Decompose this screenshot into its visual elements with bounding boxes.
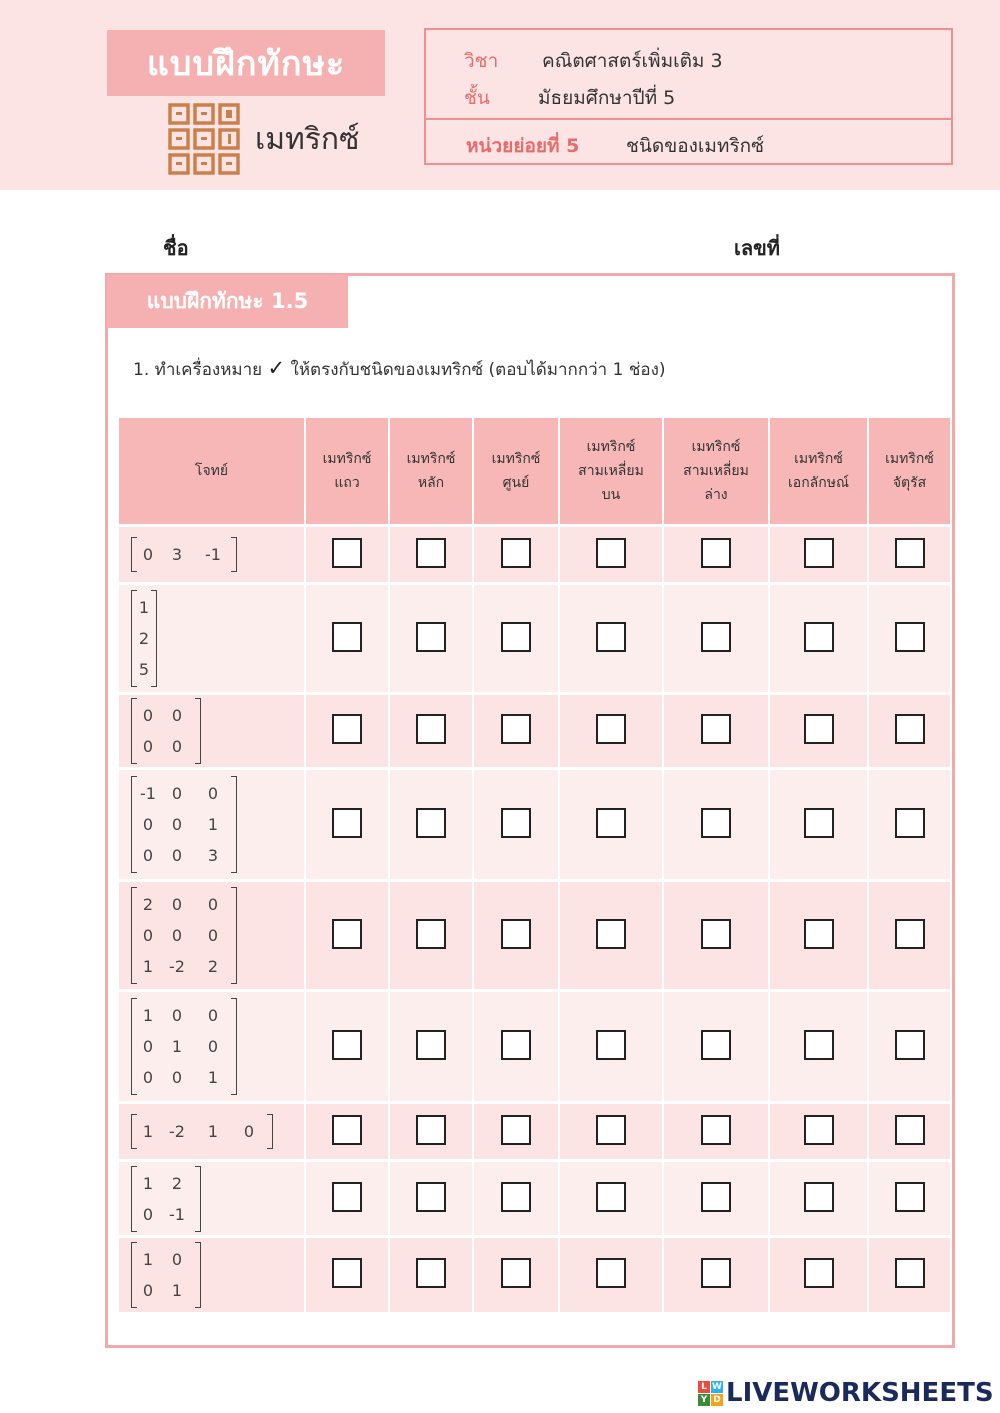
answer-checkbox[interactable] bbox=[501, 1115, 531, 1145]
topic-title: เมทริกซ์ bbox=[255, 122, 360, 157]
answer-cell bbox=[473, 881, 559, 991]
matrix-row bbox=[137, 840, 231, 871]
matrix-row bbox=[137, 654, 151, 685]
answer-cell bbox=[305, 584, 389, 694]
answer-checkbox[interactable] bbox=[332, 919, 362, 949]
answer-cell bbox=[663, 1237, 769, 1312]
table-header-row bbox=[119, 418, 950, 526]
answer-checkbox[interactable] bbox=[895, 1258, 925, 1288]
answer-cell bbox=[769, 584, 868, 694]
matrix-row bbox=[137, 539, 231, 570]
matrix-row bbox=[137, 1000, 231, 1031]
matrix-entry: 3 bbox=[171, 545, 183, 564]
header-line: เมทริกซ์ bbox=[406, 451, 456, 467]
header-line: โจทย์ bbox=[194, 463, 229, 479]
answer-checkbox[interactable] bbox=[895, 919, 925, 949]
matrix-entry: -1 bbox=[169, 1204, 185, 1224]
answer-checkbox[interactable] bbox=[804, 538, 834, 568]
answer-checkbox[interactable] bbox=[895, 1182, 925, 1212]
table-row bbox=[119, 584, 950, 694]
answer-cell bbox=[389, 991, 473, 1103]
footer-brand: LIVEWORKSHEETS bbox=[726, 1378, 994, 1408]
matrix-entry: 1 bbox=[142, 1006, 154, 1025]
answer-cell bbox=[473, 769, 559, 881]
matrix-entry: 0 bbox=[142, 846, 154, 865]
answer-cell bbox=[769, 1161, 868, 1237]
answer-checkbox[interactable] bbox=[332, 1258, 362, 1288]
matrix-entry: 1 bbox=[207, 815, 219, 834]
header-line: เมทริกซ์ bbox=[491, 451, 541, 467]
answer-checkbox[interactable] bbox=[596, 1115, 626, 1145]
answer-checkbox[interactable] bbox=[596, 538, 626, 568]
answer-cell bbox=[663, 769, 769, 881]
instruction-prefix: 1. ทำเครื่องหมาย bbox=[133, 360, 263, 380]
answer-checkbox[interactable] bbox=[416, 714, 446, 744]
answer-cell bbox=[389, 881, 473, 991]
answer-cell bbox=[663, 1161, 769, 1237]
header-problem bbox=[119, 418, 305, 526]
subject-value: คณิตศาสตร์เพิ่มเติม 3 bbox=[542, 50, 723, 72]
unit-label: หน่วยย่อยที่ 5 bbox=[466, 135, 580, 157]
matrix-entry: 0 bbox=[142, 815, 154, 834]
matrix-entry: 1 bbox=[142, 1122, 154, 1141]
answer-checkbox[interactable] bbox=[895, 808, 925, 838]
answer-cell bbox=[473, 1237, 559, 1312]
answer-cell bbox=[305, 1237, 389, 1312]
answer-cell bbox=[559, 1237, 663, 1312]
answer-checkbox[interactable] bbox=[701, 622, 731, 652]
answer-cell bbox=[559, 694, 663, 769]
answer-checkbox[interactable] bbox=[332, 714, 362, 744]
header-line: หลัก bbox=[417, 475, 445, 491]
answer-cell bbox=[305, 694, 389, 769]
answer-checkbox[interactable] bbox=[332, 1115, 362, 1145]
course-info-box bbox=[424, 28, 953, 165]
matrix-entry: 1 bbox=[171, 1280, 183, 1300]
answer-checkbox[interactable] bbox=[701, 1182, 731, 1212]
answer-cell bbox=[389, 1103, 473, 1161]
answer-cell bbox=[473, 584, 559, 694]
matrix-row bbox=[137, 1275, 195, 1306]
matrix-entry: 0 bbox=[171, 846, 183, 865]
table-row bbox=[119, 1161, 950, 1237]
answer-cell bbox=[868, 526, 950, 584]
matrix-row bbox=[137, 889, 231, 920]
matrix-entry: 2 bbox=[138, 629, 150, 648]
header-line: ล่าง bbox=[704, 487, 728, 503]
answer-cell bbox=[473, 1161, 559, 1237]
matrix-entry: 0 bbox=[142, 1068, 154, 1087]
answer-cell bbox=[305, 1161, 389, 1237]
answer-checkbox[interactable] bbox=[332, 622, 362, 652]
matrix-entry: 0 bbox=[207, 784, 219, 803]
grade-value: มัธยมศึกษาปีที่ 5 bbox=[538, 87, 676, 109]
table-row bbox=[119, 769, 950, 881]
matrix-entry: 1 bbox=[142, 1249, 154, 1269]
matrix bbox=[131, 537, 237, 572]
answer-cell bbox=[663, 694, 769, 769]
header-line: เมทริกซ์ bbox=[322, 451, 372, 467]
unit-value: ชนิดของเมทริกซ์ bbox=[626, 135, 765, 157]
answer-cell bbox=[868, 1103, 950, 1161]
answer-cell bbox=[868, 584, 950, 694]
matrix-row bbox=[137, 1031, 231, 1062]
matrix-entry: 0 bbox=[142, 1037, 154, 1056]
answer-checkbox[interactable] bbox=[501, 1030, 531, 1060]
worksheet-title: แบบฝึกทักษะ bbox=[107, 30, 385, 96]
table-row bbox=[119, 881, 950, 991]
header-line: แถว bbox=[334, 475, 360, 491]
matrix-entry: 0 bbox=[142, 706, 154, 725]
answer-cell bbox=[769, 694, 868, 769]
header-line: เมทริกซ์ bbox=[586, 439, 636, 455]
matrix bbox=[131, 887, 237, 984]
answer-cell bbox=[473, 694, 559, 769]
matrix-entry: -2 bbox=[169, 1122, 185, 1141]
problem-cell bbox=[119, 584, 305, 694]
section-title: แบบฝึกทักษะ 1.5 bbox=[107, 275, 348, 328]
header-line: เมทริกซ์ bbox=[691, 439, 741, 455]
answer-checkbox[interactable] bbox=[332, 1182, 362, 1212]
matrix-entry: 1 bbox=[138, 598, 150, 617]
badge-letter: L bbox=[698, 1381, 710, 1393]
answer-checkbox[interactable] bbox=[804, 1030, 834, 1060]
matrix bbox=[131, 1166, 201, 1232]
answer-cell bbox=[389, 584, 473, 694]
answer-checkbox[interactable] bbox=[501, 1182, 531, 1212]
header-type-5 bbox=[663, 418, 769, 526]
problem-cell bbox=[119, 694, 305, 769]
matrix-row bbox=[137, 700, 195, 731]
matrix-row bbox=[137, 731, 195, 762]
matrix-entry: 0 bbox=[171, 737, 183, 756]
header-type-3 bbox=[473, 418, 559, 526]
answer-checkbox[interactable] bbox=[895, 714, 925, 744]
answer-cell bbox=[473, 526, 559, 584]
table-row bbox=[119, 694, 950, 769]
answer-checkbox[interactable] bbox=[804, 919, 834, 949]
matrix-row bbox=[137, 809, 231, 840]
answer-checkbox[interactable] bbox=[701, 714, 731, 744]
matrix bbox=[131, 698, 201, 764]
answer-checkbox[interactable] bbox=[596, 808, 626, 838]
answer-cell bbox=[868, 1237, 950, 1312]
answer-checkbox[interactable] bbox=[501, 622, 531, 652]
matrix-entry: 0 bbox=[171, 1068, 183, 1087]
answer-cell bbox=[389, 769, 473, 881]
answer-checkbox[interactable] bbox=[701, 1030, 731, 1060]
matrix-entry: 3 bbox=[207, 846, 219, 865]
answer-checkbox[interactable] bbox=[804, 808, 834, 838]
matrix-entry: -1 bbox=[140, 784, 156, 803]
header-type-1 bbox=[305, 418, 389, 526]
answer-checkbox[interactable] bbox=[596, 1258, 626, 1288]
matrix bbox=[131, 1114, 273, 1149]
answer-checkbox[interactable] bbox=[596, 919, 626, 949]
answer-checkbox[interactable] bbox=[804, 1182, 834, 1212]
problem-cell bbox=[119, 881, 305, 991]
answer-checkbox[interactable] bbox=[501, 1258, 531, 1288]
header-line: สามเหลี่ยม bbox=[578, 463, 644, 479]
answer-cell bbox=[389, 1161, 473, 1237]
answer-checkbox[interactable] bbox=[332, 538, 362, 568]
answer-checkbox[interactable] bbox=[416, 808, 446, 838]
answer-cell bbox=[473, 991, 559, 1103]
matrix-row bbox=[137, 1168, 195, 1199]
check-mark-icon: ✓ bbox=[267, 356, 286, 380]
answer-cell bbox=[559, 1161, 663, 1237]
answer-cell bbox=[559, 881, 663, 991]
number-label: เลขที่ bbox=[734, 236, 780, 260]
matrix-entry: 0 bbox=[171, 926, 183, 945]
liveworksheets-logo bbox=[698, 1378, 994, 1408]
answer-cell bbox=[305, 769, 389, 881]
matrix-row bbox=[137, 623, 151, 654]
answer-checkbox[interactable] bbox=[416, 1115, 446, 1145]
matrix-entry: 2 bbox=[142, 895, 154, 914]
answer-cell bbox=[559, 1103, 663, 1161]
matrix-type-table bbox=[119, 418, 950, 1312]
matrix-entry: -1 bbox=[205, 545, 221, 564]
answer-cell bbox=[868, 769, 950, 881]
answer-cell bbox=[559, 526, 663, 584]
header-line: จัตุรัส bbox=[892, 475, 927, 491]
answer-cell bbox=[868, 991, 950, 1103]
answer-cell bbox=[559, 769, 663, 881]
problem-cell bbox=[119, 1103, 305, 1161]
answer-cell bbox=[769, 881, 868, 991]
answer-cell bbox=[663, 526, 769, 584]
problem-cell bbox=[119, 526, 305, 584]
header-line: สามเหลี่ยม bbox=[683, 463, 749, 479]
matrix-row bbox=[137, 592, 151, 623]
answer-checkbox[interactable] bbox=[596, 1030, 626, 1060]
matrix-entry: 0 bbox=[142, 1204, 154, 1224]
answer-checkbox[interactable] bbox=[895, 622, 925, 652]
answer-cell bbox=[559, 584, 663, 694]
instruction-suffix: ให้ตรงกับชนิดของเมทริกซ์ (ตอบได้มากกว่า 1 ช่อง) bbox=[290, 360, 666, 380]
matrix-entry: 0 bbox=[171, 784, 183, 803]
answer-checkbox[interactable] bbox=[701, 919, 731, 949]
answer-cell bbox=[769, 1103, 868, 1161]
answer-cell bbox=[559, 991, 663, 1103]
name-label: ชื่อ bbox=[163, 236, 189, 260]
answer-checkbox[interactable] bbox=[701, 1115, 731, 1145]
answer-cell bbox=[663, 1103, 769, 1161]
answer-checkbox[interactable] bbox=[501, 919, 531, 949]
matrix-entry: 0 bbox=[207, 895, 219, 914]
matrix-entry: 0 bbox=[142, 545, 154, 564]
matrix-entry: 0 bbox=[142, 737, 154, 756]
answer-checkbox[interactable] bbox=[416, 1182, 446, 1212]
matrix-entry: 0 bbox=[207, 926, 219, 945]
answer-checkbox[interactable] bbox=[895, 1115, 925, 1145]
info-divider bbox=[426, 118, 951, 120]
answer-cell bbox=[663, 584, 769, 694]
matrix-entry: 1 bbox=[142, 957, 154, 976]
table-row bbox=[119, 1103, 950, 1161]
answer-cell bbox=[769, 991, 868, 1103]
matrix-row bbox=[137, 1199, 195, 1230]
answer-cell bbox=[389, 694, 473, 769]
header-line: เอกลักษณ์ bbox=[788, 475, 849, 491]
answer-checkbox[interactable] bbox=[804, 1258, 834, 1288]
problem-cell bbox=[119, 991, 305, 1103]
matrix bbox=[131, 1242, 201, 1308]
matrix-entry: 2 bbox=[171, 1173, 183, 1193]
matrix-type-table-wrap bbox=[119, 418, 950, 1312]
matrix-entry: 0 bbox=[207, 1037, 219, 1056]
answer-cell bbox=[663, 881, 769, 991]
matrix-entry: 0 bbox=[142, 1280, 154, 1300]
answer-cell bbox=[473, 1103, 559, 1161]
answer-checkbox[interactable] bbox=[701, 538, 731, 568]
answer-checkbox[interactable] bbox=[596, 714, 626, 744]
matrix-entry: 0 bbox=[207, 1006, 219, 1025]
matrix-row bbox=[137, 951, 231, 982]
header-type-4 bbox=[559, 418, 663, 526]
matrix-entry: 5 bbox=[138, 660, 150, 679]
answer-cell bbox=[305, 526, 389, 584]
answer-checkbox[interactable] bbox=[416, 538, 446, 568]
answer-checkbox[interactable] bbox=[804, 622, 834, 652]
instruction bbox=[133, 356, 666, 383]
matrix-row bbox=[137, 1116, 267, 1147]
badge-letter: D bbox=[711, 1394, 723, 1406]
answer-cell bbox=[305, 991, 389, 1103]
matrix bbox=[131, 998, 237, 1095]
grade-label: ชั้น bbox=[464, 87, 490, 109]
matrix-entry: 0 bbox=[171, 815, 183, 834]
answer-cell bbox=[868, 694, 950, 769]
header-type-2 bbox=[389, 418, 473, 526]
header-line: เมทริกซ์ bbox=[794, 451, 843, 467]
header-type-6 bbox=[769, 418, 868, 526]
matrix bbox=[131, 590, 157, 687]
matrix-entry: 0 bbox=[171, 895, 183, 914]
header-line: เมทริกซ์ bbox=[885, 451, 934, 467]
matrix bbox=[131, 776, 237, 873]
answer-checkbox[interactable] bbox=[332, 1030, 362, 1060]
answer-cell bbox=[769, 769, 868, 881]
matrix-entry: 0 bbox=[142, 926, 154, 945]
answer-checkbox[interactable] bbox=[416, 919, 446, 949]
matrix-row bbox=[137, 920, 231, 951]
answer-checkbox[interactable] bbox=[804, 1115, 834, 1145]
answer-cell bbox=[305, 881, 389, 991]
problem-cell bbox=[119, 769, 305, 881]
matrix-entry: 1 bbox=[207, 1122, 219, 1141]
answer-checkbox[interactable] bbox=[501, 808, 531, 838]
answer-checkbox[interactable] bbox=[701, 1258, 731, 1288]
problem-cell bbox=[119, 1161, 305, 1237]
answer-checkbox[interactable] bbox=[895, 538, 925, 568]
matrix-entry: -2 bbox=[169, 957, 185, 976]
matrix-entry: 0 bbox=[171, 1249, 183, 1269]
answer-checkbox[interactable] bbox=[804, 714, 834, 744]
table-row bbox=[119, 991, 950, 1103]
answer-cell bbox=[663, 991, 769, 1103]
matrix-entry: 0 bbox=[243, 1122, 255, 1141]
matrix-entry: 1 bbox=[171, 1037, 183, 1056]
answer-checkbox[interactable] bbox=[701, 808, 731, 838]
matrix-row bbox=[137, 778, 231, 809]
liveworksheets-badge-icon bbox=[698, 1381, 723, 1406]
matrix-entry: 1 bbox=[207, 1068, 219, 1087]
matrix-row bbox=[137, 1244, 195, 1275]
answer-cell bbox=[769, 526, 868, 584]
answer-cell bbox=[305, 1103, 389, 1161]
answer-checkbox[interactable] bbox=[501, 714, 531, 744]
problem-cell bbox=[119, 1237, 305, 1312]
header-line: บน bbox=[601, 487, 621, 503]
badge-letter: W bbox=[712, 1381, 722, 1392]
matrix-row bbox=[137, 1062, 231, 1093]
answer-cell bbox=[868, 881, 950, 991]
header-line: ศูนย์ bbox=[502, 475, 530, 491]
answer-checkbox[interactable] bbox=[596, 622, 626, 652]
answer-cell bbox=[389, 1237, 473, 1312]
table-row bbox=[119, 1237, 950, 1312]
answer-checkbox[interactable] bbox=[895, 1030, 925, 1060]
matrix-entry: 2 bbox=[207, 957, 219, 976]
answer-checkbox[interactable] bbox=[501, 538, 531, 568]
matrix-entry: 0 bbox=[171, 706, 183, 725]
answer-cell bbox=[769, 1237, 868, 1312]
badge-letter: Y bbox=[698, 1394, 710, 1406]
header-type-7 bbox=[868, 418, 950, 526]
answer-checkbox[interactable] bbox=[416, 1030, 446, 1060]
answer-checkbox[interactable] bbox=[332, 808, 362, 838]
subject-label: วิชา bbox=[464, 50, 499, 72]
answer-cell bbox=[868, 1161, 950, 1237]
answer-checkbox[interactable] bbox=[596, 1182, 626, 1212]
table-row bbox=[119, 526, 950, 584]
matrix-entry: 0 bbox=[171, 1006, 183, 1025]
answer-checkbox[interactable] bbox=[416, 622, 446, 652]
matrix-entry: 1 bbox=[142, 1173, 154, 1193]
answer-checkbox[interactable] bbox=[416, 1258, 446, 1288]
answer-cell bbox=[389, 526, 473, 584]
matrix-grid-icon bbox=[168, 103, 240, 175]
